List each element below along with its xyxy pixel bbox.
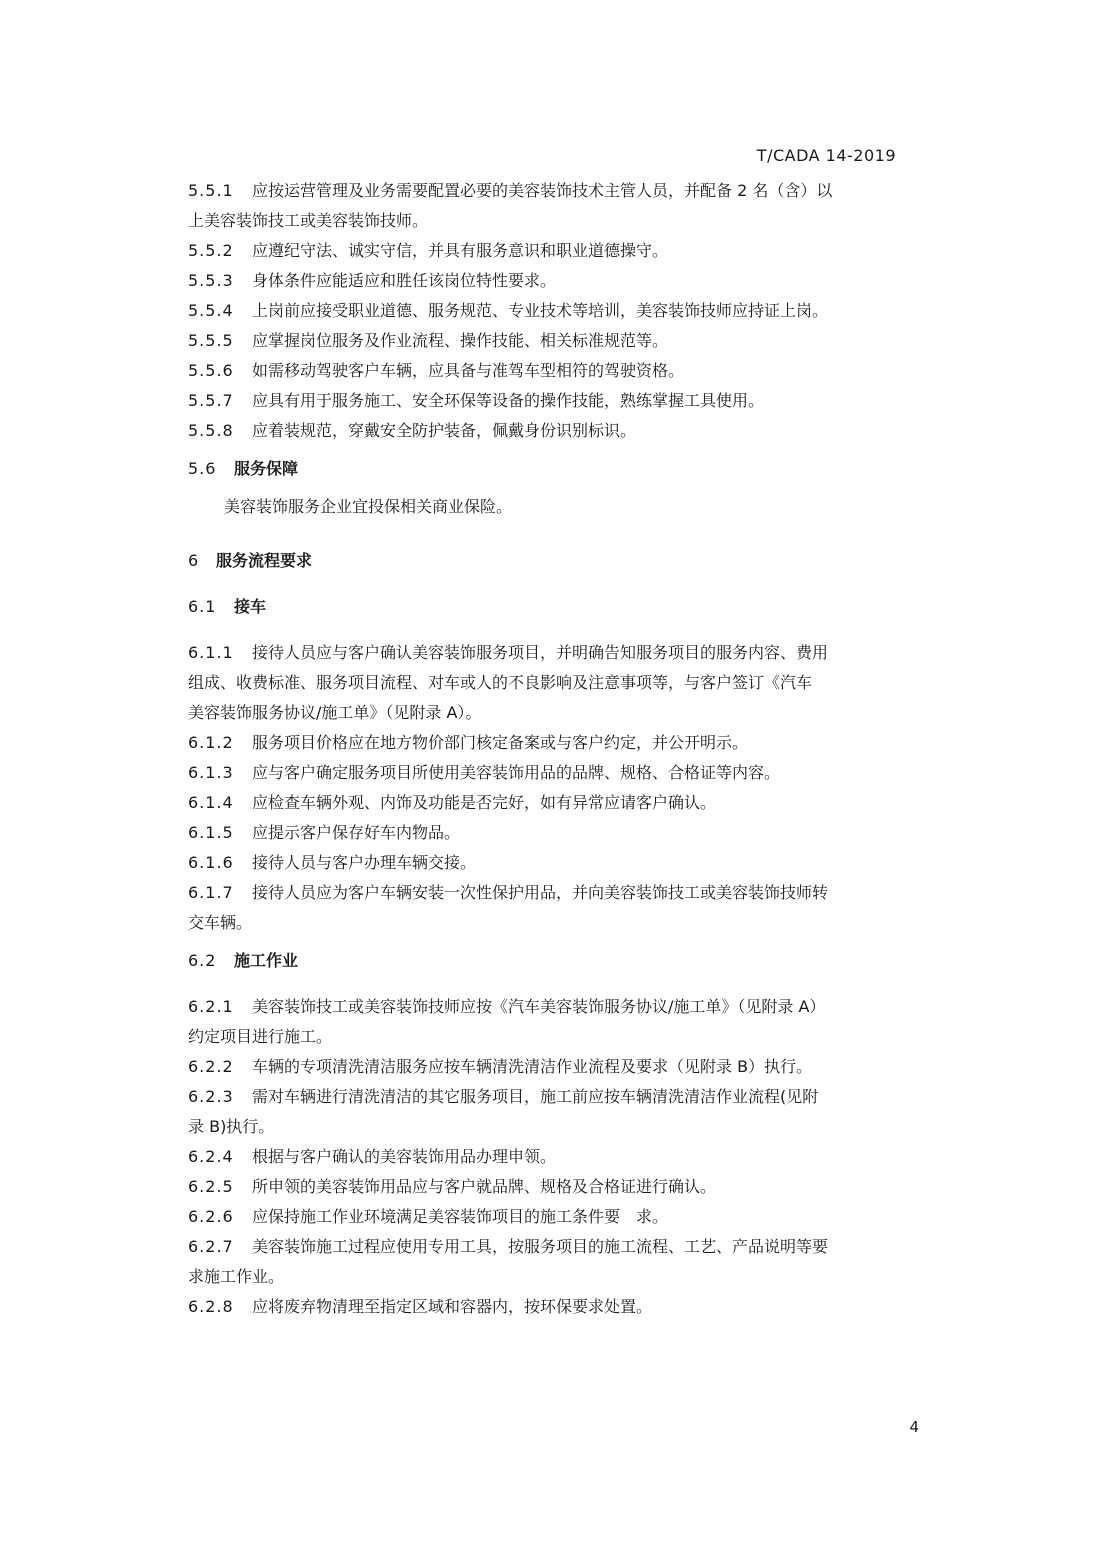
clause-6-1-1 <box>188 638 910 728</box>
clause-text-continued: 录 B)执行。 <box>188 1117 275 1136</box>
clause-text-continued: 组成、收费标准、服务项目流程、对车或人的不良影响及注意事项等，与客户签订《汽车 <box>188 673 813 692</box>
clause-number: 6.1.2 <box>188 733 234 752</box>
clause-text: 接待人员与客户办理车辆交接。 <box>252 853 477 872</box>
clause-text: 接待人员应为客户车辆安装一次性保护用品，并向美容装饰技工或美容装饰技师转 <box>252 883 829 902</box>
section-heading-5-6 <box>188 454 910 484</box>
clause-number: 5.5.1 <box>188 181 234 200</box>
section-paragraph: 美容装饰服务企业宜投保相关商业保险。 <box>224 497 513 516</box>
section-heading-6-1 <box>188 592 910 622</box>
clause-6-2-8 <box>188 1292 910 1322</box>
clause-text: 如需移动驾驶客户车辆，应具备与准驾车型相符的驾驶资格。 <box>252 361 685 380</box>
clause-number: 5.5.5 <box>188 331 234 350</box>
clause-text: 美容装饰施工过程应使用专用工具，按服务项目的施工流程、工艺、产品说明等要 <box>252 1237 829 1256</box>
clause-text-continued: 上美容装饰技工或美容装饰技师。 <box>188 211 429 230</box>
clause-text: 应按运营管理及业务需要配置必要的美容装饰技术主管人员，并配备 2 名（含）以 <box>252 181 833 200</box>
clause-number: 6.1.7 <box>188 883 234 902</box>
section-heading-6-2 <box>188 946 910 976</box>
clause-6-1-6 <box>188 848 910 878</box>
clause-5-5-4 <box>188 296 910 326</box>
clause-number: 5.5.3 <box>188 271 234 290</box>
clause-number: 5.5.6 <box>188 361 234 380</box>
section-heading-6 <box>188 546 910 576</box>
clause-6-2-4 <box>188 1142 910 1172</box>
section-title: 施工作业 <box>234 951 299 970</box>
clause-6-2-2 <box>188 1052 910 1082</box>
clause-5-5-5 <box>188 326 910 356</box>
clause-text: 应保持施工作业环境满足美容装饰项目的施工条件要 求。 <box>252 1207 669 1226</box>
clause-text-continued: 约定项目进行施工。 <box>188 1027 333 1046</box>
clause-6-2-3 <box>188 1082 910 1142</box>
clause-text: 需对车辆进行清洗清洁的其它服务项目，施工前应按车辆清洗清洁作业流程(见附 <box>252 1087 819 1106</box>
clause-5-5-8 <box>188 416 910 446</box>
clause-6-2-7 <box>188 1232 910 1292</box>
clause-text: 车辆的专项清洗清洁服务应按车辆清洗清洁作业流程及要求（见附录 B）执行。 <box>252 1057 813 1076</box>
clause-number: 6.2.6 <box>188 1207 234 1226</box>
clause-text: 应检查车辆外观、内饰及功能是否完好，如有异常应请客户确认。 <box>252 793 717 812</box>
clause-6-1-4 <box>188 788 910 818</box>
clause-6-1-5 <box>188 818 910 848</box>
clause-number: 5.5.4 <box>188 301 234 320</box>
clause-5-5-2 <box>188 236 910 266</box>
clause-number: 5.5.2 <box>188 241 234 260</box>
clause-number: 6.1.3 <box>188 763 234 782</box>
clause-text: 应具有用于服务施工、安全环保等设备的操作技能，熟练掌握工具使用。 <box>252 391 765 410</box>
document-code: T/CADA 14-2019 <box>756 146 896 165</box>
section-number: 6 <box>188 551 200 570</box>
clause-text: 上岗前应接受职业道德、服务规范、专业技术等培训，美容装饰技师应持证上岗。 <box>252 301 829 320</box>
clause-5-5-7 <box>188 386 910 416</box>
clause-text: 美容装饰技工或美容装饰技师应按《汽车美容装饰服务协议/施工单》（见附录 A） <box>252 997 826 1016</box>
clause-6-2-1 <box>188 992 910 1052</box>
clause-5-5-1 <box>188 176 910 236</box>
clause-text: 应着装规范，穿戴安全防护装备，佩戴身份识别标识。 <box>252 421 637 440</box>
clause-number: 6.2.8 <box>188 1297 234 1316</box>
clause-6-1-2 <box>188 728 910 758</box>
clause-5-5-3 <box>188 266 910 296</box>
section-title: 服务流程要求 <box>216 551 313 570</box>
clause-number: 6.1.4 <box>188 793 234 812</box>
clause-5-5-6 <box>188 356 910 386</box>
clause-number: 6.2.4 <box>188 1147 234 1166</box>
clause-text-continued: 美容装饰服务协议/施工单》（见附录 A）。 <box>188 703 482 722</box>
clause-number: 6.2.5 <box>188 1177 234 1196</box>
clause-text: 应掌握岗位服务及作业流程、操作技能、相关标准规范等。 <box>252 331 669 350</box>
section-title: 接车 <box>234 597 267 616</box>
clause-6-1-7 <box>188 878 910 938</box>
clause-number: 5.5.8 <box>188 421 234 440</box>
section-number: 6.2 <box>188 951 217 970</box>
clause-text: 所申领的美容装饰用品应与客户就品牌、规格及合格证进行确认。 <box>252 1177 717 1196</box>
page-number: 4 <box>909 1418 919 1436</box>
clause-6-2-6 <box>188 1202 910 1232</box>
section-title: 服务保障 <box>234 459 299 478</box>
clause-number: 6.1.6 <box>188 853 234 872</box>
clause-text: 应与客户确定服务项目所使用美容装饰用品的品牌、规格、合格证等内容。 <box>252 763 781 782</box>
section-number: 6.1 <box>188 597 217 616</box>
clause-number: 6.1.1 <box>188 643 234 662</box>
clause-text-continued: 交车辆。 <box>188 913 253 932</box>
clause-number: 6.2.2 <box>188 1057 234 1076</box>
clause-6-1-3 <box>188 758 910 788</box>
clause-number: 6.1.5 <box>188 823 234 842</box>
clause-6-2-5 <box>188 1172 910 1202</box>
clause-text-continued: 求施工作业。 <box>188 1267 285 1286</box>
clause-text: 根据与客户确认的美容装饰用品办理申领。 <box>252 1147 557 1166</box>
clause-text: 服务项目价格应在地方物价部门核定备案或与客户约定，并公开明示。 <box>252 733 749 752</box>
clause-text: 应遵纪守法、诚实守信，并具有服务意识和职业道德操守。 <box>252 241 669 260</box>
clause-number: 6.2.3 <box>188 1087 234 1106</box>
clause-number: 5.5.7 <box>188 391 234 410</box>
clause-text: 应将废弃物清理至指定区域和容器内，按环保要求处置。 <box>252 1297 653 1316</box>
page-content <box>188 176 910 1322</box>
clause-number: 6.2.1 <box>188 997 234 1016</box>
clause-number: 6.2.7 <box>188 1237 234 1256</box>
clause-text: 身体条件应能适应和胜任该岗位特性要求。 <box>252 271 557 290</box>
clause-text: 接待人员应与客户确认美容装饰服务项目，并明确告知服务项目的服务内容、费用 <box>252 643 829 662</box>
section-number: 5.6 <box>188 459 217 478</box>
clause-text: 应提示客户保存好车内物品。 <box>252 823 461 842</box>
